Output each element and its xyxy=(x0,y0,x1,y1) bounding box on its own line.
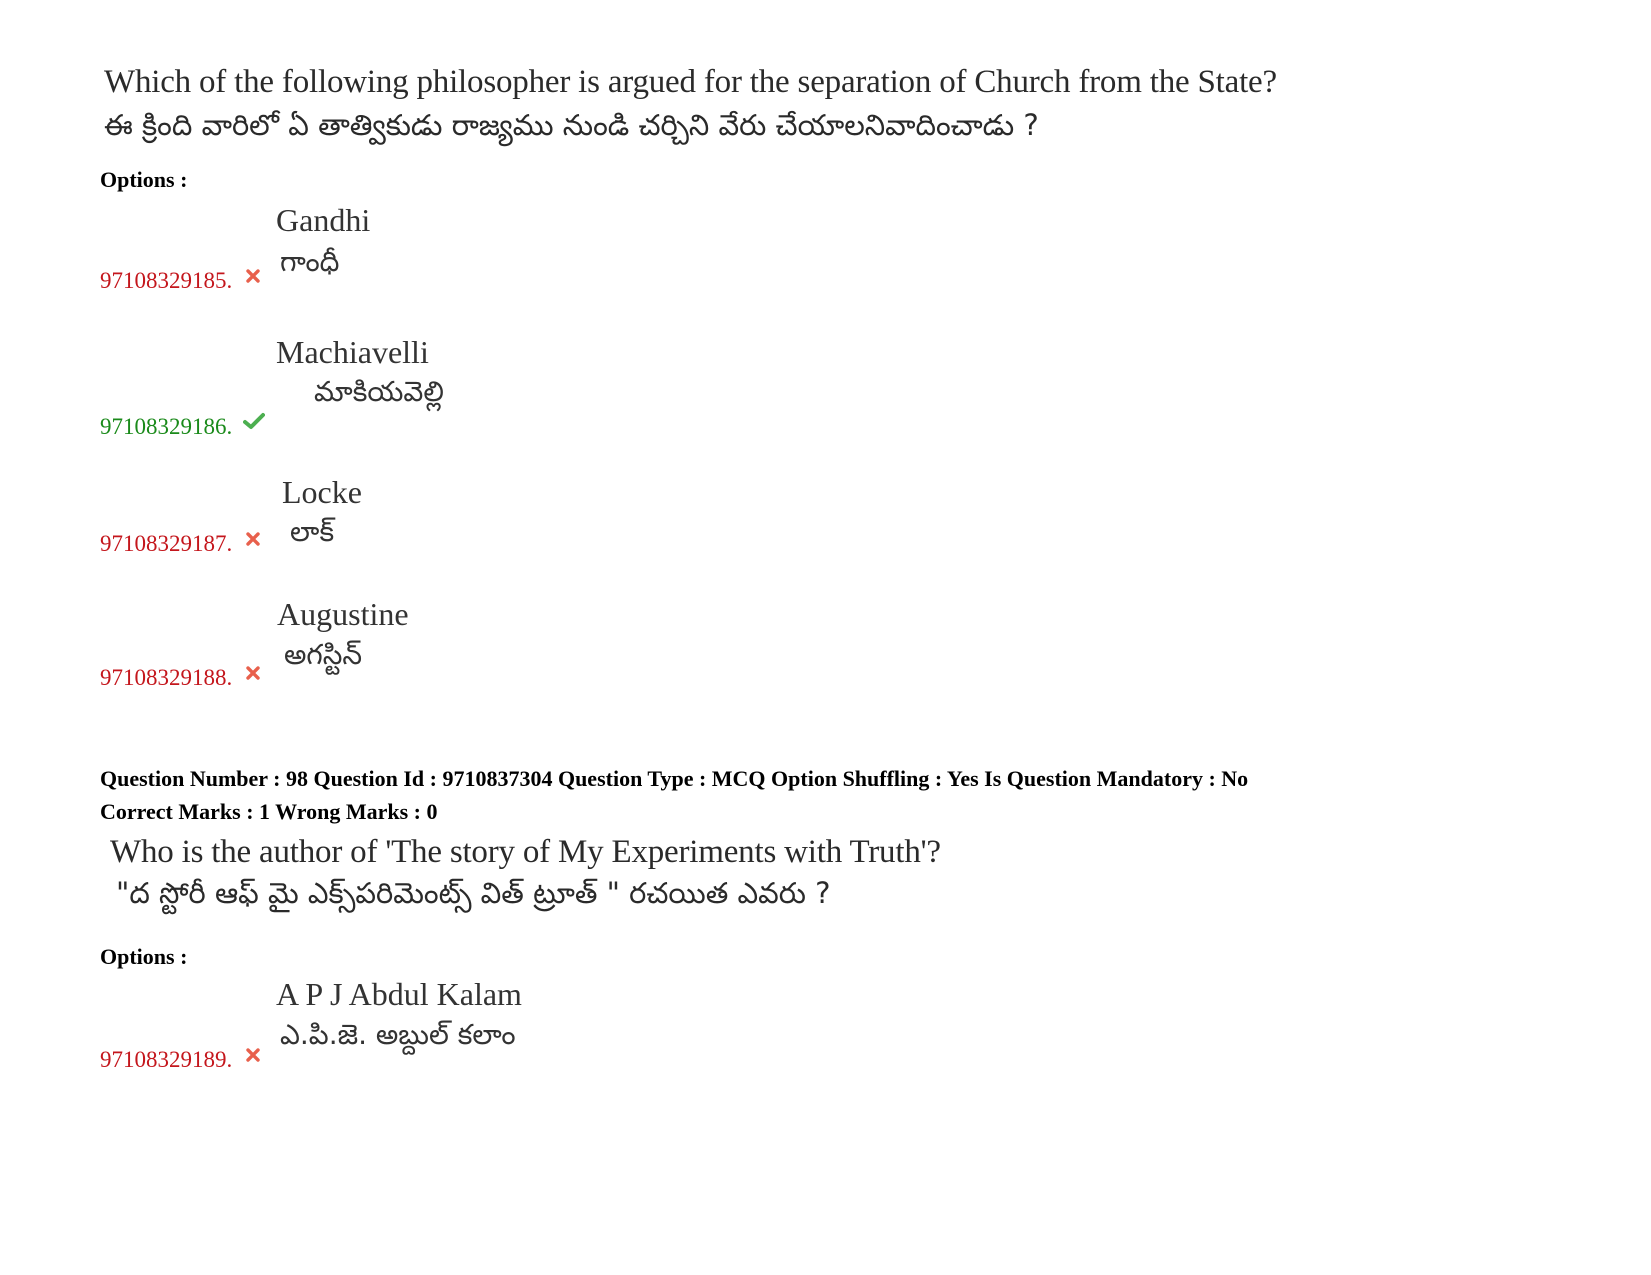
option-text-te: గాంధీ xyxy=(280,245,340,278)
question-text-en: Which of the following philosopher is argued for the separation of Church from the State? xyxy=(104,64,1277,100)
cross-icon xyxy=(245,665,261,686)
option-text-en: Gandhi xyxy=(276,202,371,238)
marks-meta: Correct Marks : 1 Wrong Marks : 0 xyxy=(100,799,438,824)
option-id: 97108329189. xyxy=(100,1047,233,1072)
option-text-te: లాక్ xyxy=(290,515,335,548)
question-text-te: ఈ క్రింది వారిలో ఏ తాత్వికుడు రాజ్యము నుండి చర్చిని వేరు చేయాలనివాదించాడు ? xyxy=(104,108,1039,142)
option-text-te: ఎ.పి.జె. అబ్దుల్ కలాం xyxy=(280,1018,516,1051)
options-label: Options : xyxy=(100,167,188,192)
cross-icon xyxy=(245,531,261,552)
option-text-te: అగస్టిన్ xyxy=(284,638,363,671)
option-id: 97108329186. xyxy=(100,414,233,439)
option-id: 97108329188. xyxy=(100,665,233,690)
question-text-en: Who is the author of 'The story of My Experiments with Truth'? xyxy=(110,834,941,870)
option-text-en: Augustine xyxy=(277,596,409,632)
cross-icon xyxy=(245,268,261,289)
question-meta: Question Number : 98 Question Id : 9710837304 Question Type : MCQ Option Shuffling : Yes Is Question Mandatory : No xyxy=(100,766,1249,791)
check-icon xyxy=(243,412,265,435)
options-label: Options : xyxy=(100,944,188,969)
option-text-en: A P J Abdul Kalam xyxy=(276,976,522,1012)
question-text-te: "ద స్టోరీ ఆఫ్ మై ఎక్స్‌పరిమెంట్స్ విత్ ట్రూత్ " రచయిత ఎవరు ? xyxy=(116,876,831,910)
option-text-te: మాకియవెల్లి xyxy=(314,375,444,408)
option-id: 97108329185. xyxy=(100,268,233,293)
option-text-en: Locke xyxy=(282,474,362,510)
cross-icon xyxy=(245,1047,261,1068)
option-text-en: Machiavelli xyxy=(276,334,429,370)
option-id: 97108329187. xyxy=(100,531,233,556)
